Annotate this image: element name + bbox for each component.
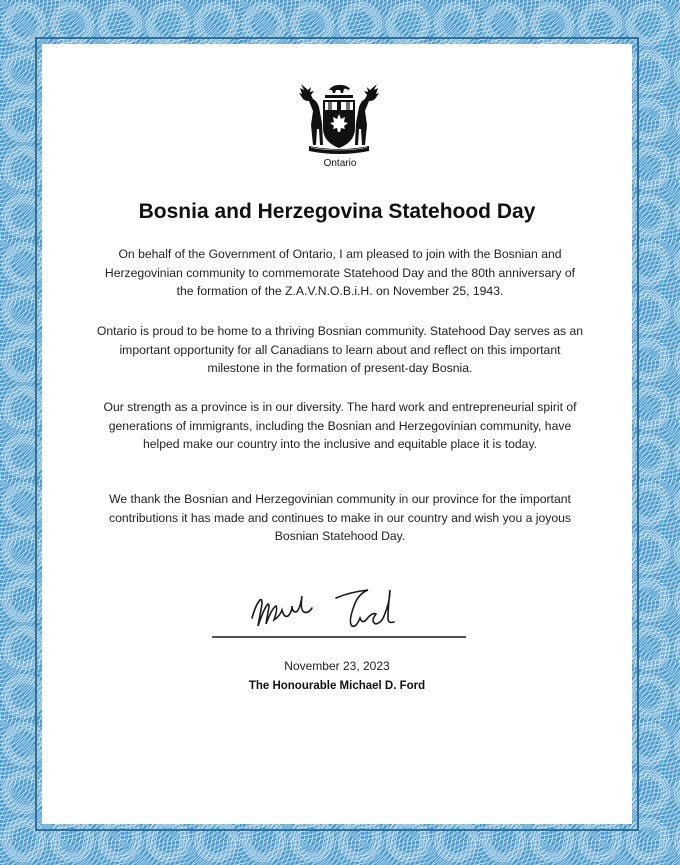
signature-date: November 23, 2023 (284, 659, 390, 673)
signer-name: The Honourable Michael D. Ford (248, 680, 426, 692)
paragraph: We thank the Bosnian and Herzegovinian community in our province for the important contributions it has made and continues to make in our country and wish you a joyous Bosnian Statehood Day. (108, 492, 572, 543)
paragraph: On behalf of the Government of Ontario, I am pleased to join with the Bosnian and Herzegovinian community to commemorate Statehood Day and the 80th anniversary of the formation of the Z.A.V.N.O.B.i.H. on November 25, 1943. (104, 247, 576, 298)
ontario-coat-of-arms-icon (295, 78, 383, 156)
paragraph: Our strength as a province is in our diversity. The hard work and entrepreneurial spirit of generations of immigrants, including the Bosnian and Herzegovinian community, have helped make our country into the inclusive and equitable place it is today. (103, 400, 577, 451)
document-title: Bosnia and Herzegovina Statehood Day (138, 200, 536, 223)
paragraph: Ontario is proud to be home to a thriving Bosnian community. Statehood Day serves as an important opportunity for all Canadians to learn about and reflect on this important milestone in the formation of present-day Bosnia. (96, 324, 584, 375)
handwritten-signature (208, 580, 470, 642)
crest-caption: Ontario (323, 158, 357, 169)
